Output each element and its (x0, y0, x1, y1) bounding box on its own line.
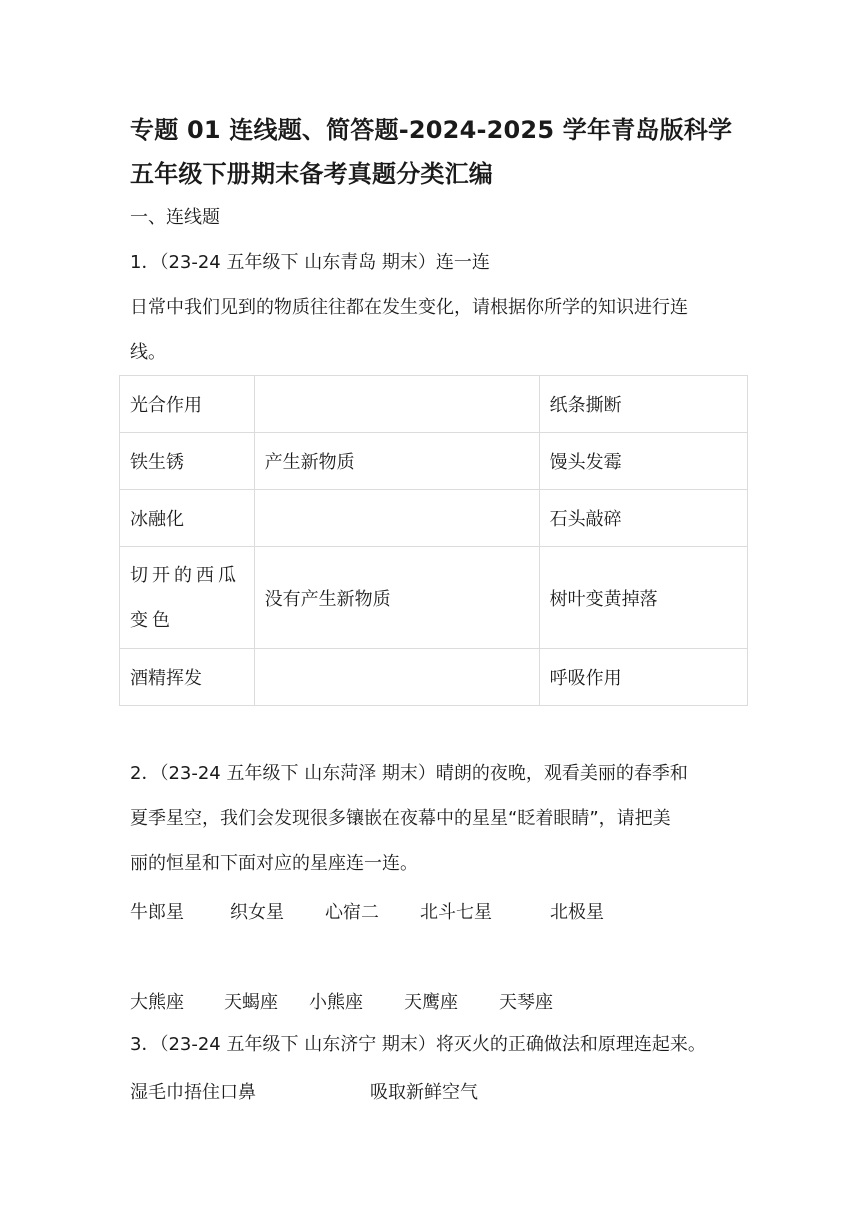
constellation-label: 天蝎座 (224, 992, 278, 1013)
question-2-text-cont: 夏季星空，我们会发现很多镶嵌在夜幕中的星星“眨着眼睛”，请把美 (130, 808, 671, 829)
constellation-label: 天琴座 (499, 992, 553, 1013)
title-line-1: 专题 01 连线题、简答题-2024-2025 学年青岛版科学 (130, 116, 733, 144)
star-label: 织女星 (230, 902, 284, 923)
constellation-label: 大熊座 (130, 992, 184, 1013)
document-title (130, 108, 750, 196)
table-cell: 呼吸作用 (539, 649, 747, 706)
matching-table (119, 375, 748, 706)
table-cell: 没有产生新物质 (254, 547, 539, 649)
title-line-2: 五年级下册期末备考真题分类汇编 (130, 160, 493, 188)
constellation-label: 小熊座 (309, 992, 363, 1013)
question-1-text-cont: 线。 (130, 342, 166, 363)
table-row (120, 490, 748, 547)
constellation-label: 天鹰座 (404, 992, 458, 1013)
star-label: 牛郎星 (130, 902, 184, 923)
table-cell: 光合作用 (120, 376, 255, 433)
table-cell (254, 649, 539, 706)
table-cell: 酒精挥发 (120, 649, 255, 706)
table-row (120, 649, 748, 706)
section-heading: 一、连线题 (130, 207, 220, 228)
question-1-heading: 1．（23-24 五年级下 山东青岛 期末）连一连 (130, 252, 490, 273)
table-row (120, 376, 748, 433)
table-cell: 冰融化 (120, 490, 255, 547)
question-2-text-cont: 丽的恒星和下面对应的星座连一连。 (130, 853, 418, 874)
table-cell: 产生新物质 (254, 433, 539, 490)
table-cell: 馒头发霉 (539, 433, 747, 490)
question-3-heading: 3．（23-24 五年级下 山东济宁 期末）将灭火的正确做法和原理连起来。 (130, 1034, 706, 1055)
table-cell: 铁生锈 (120, 433, 255, 490)
method-label: 湿毛巾捂住口鼻 (130, 1082, 256, 1103)
question-1-text: 日常中我们见到的物质往往都在发生变化，请根据你所学的知识进行连 (130, 297, 688, 318)
table-row (120, 433, 748, 490)
table-cell (254, 376, 539, 433)
table-cell: 树叶变黄掉落 (539, 547, 747, 649)
table-row (120, 547, 748, 649)
table-cell: 石头敲碎 (539, 490, 747, 547)
principle-label: 吸取新鲜空气 (370, 1082, 478, 1103)
table-cell-text: 切开的西瓜变色 (130, 564, 240, 631)
table-cell: 纸条撕断 (539, 376, 747, 433)
table-cell (254, 490, 539, 547)
star-label: 北斗七星 (420, 902, 492, 923)
table-cell (120, 547, 255, 649)
star-label: 心宿二 (325, 902, 379, 923)
question-2-text: 2．（23-24 五年级下 山东菏泽 期末）晴朗的夜晚，观看美丽的春季和 (130, 763, 688, 784)
star-label: 北极星 (550, 902, 604, 923)
